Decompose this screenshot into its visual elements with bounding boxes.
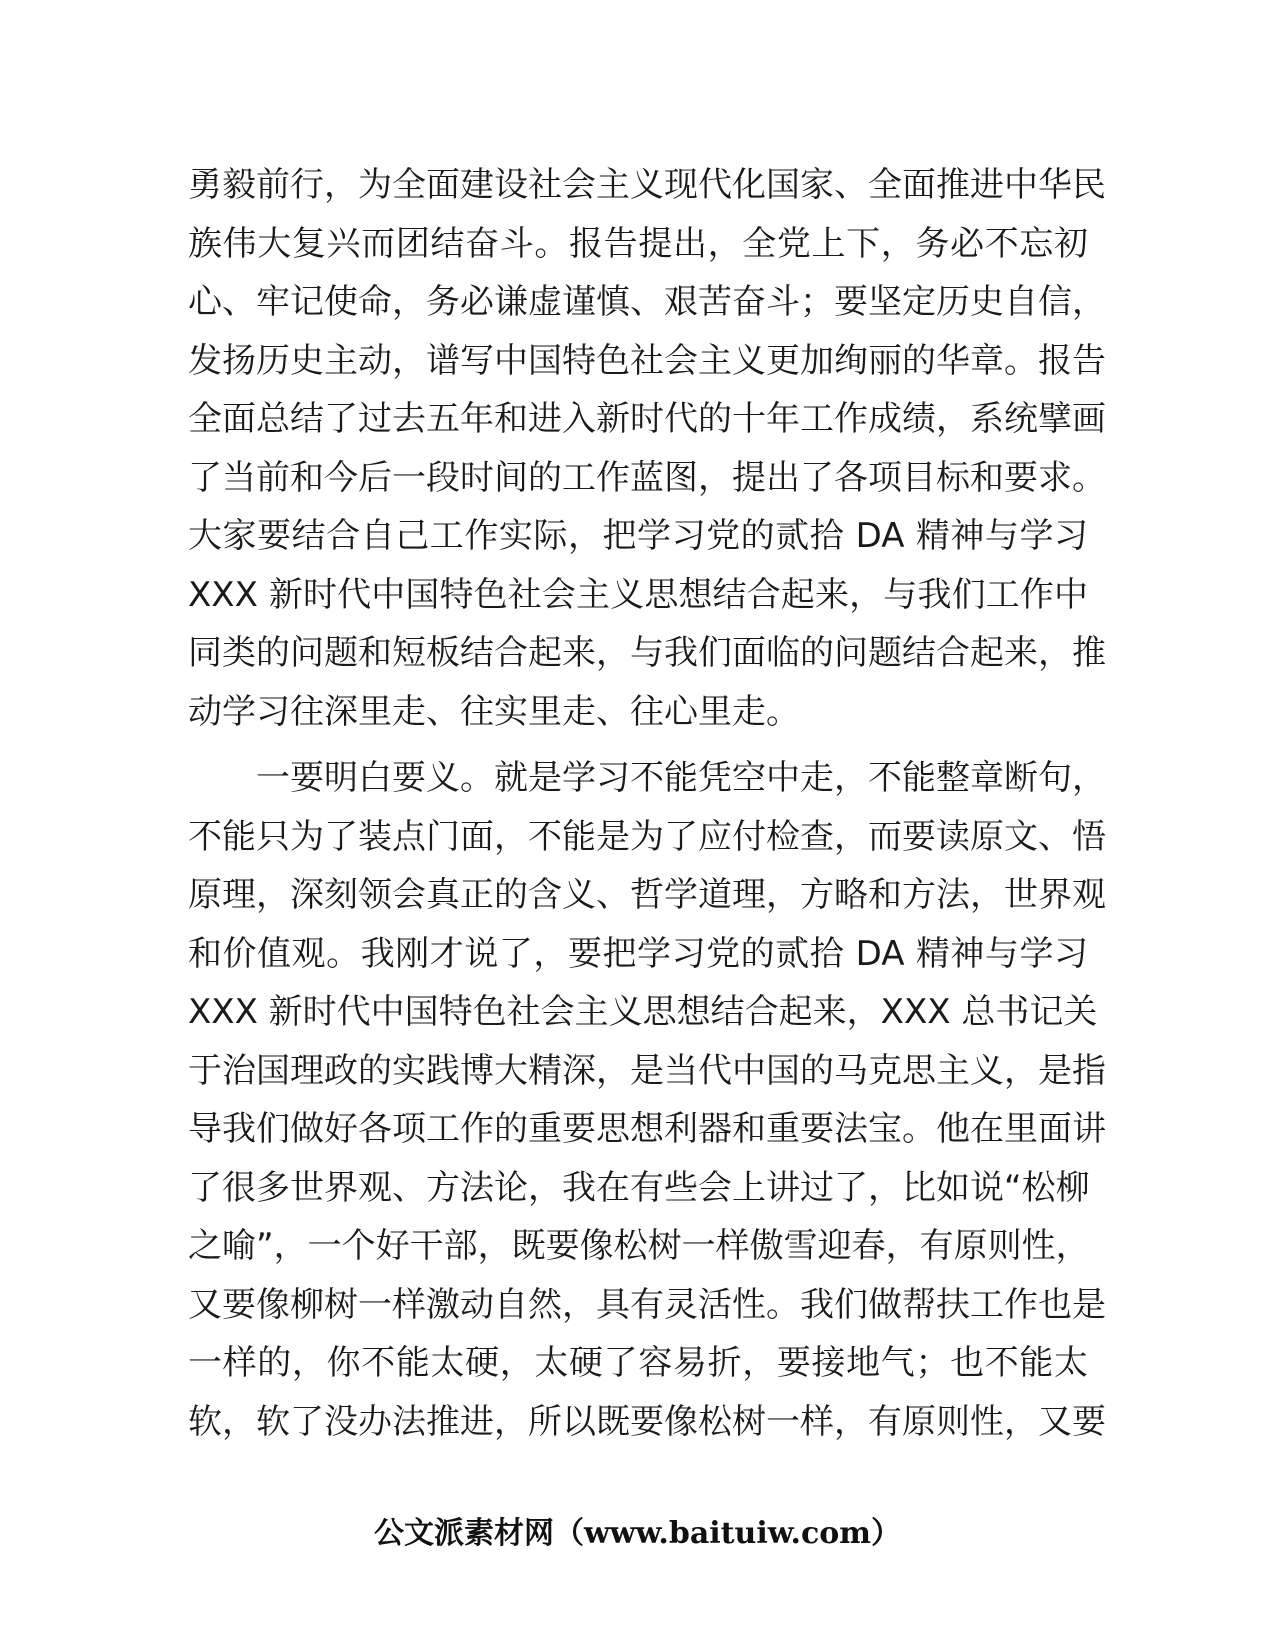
text-line: 全面总结了过去五年和进入新时代的十年工作成绩，系统擘画 [188,399,1106,439]
text-line: 和价值观。我刚才说了，要把学习党的贰拾 DA 精神与学习 [188,933,1088,974]
text-line: XXX 新时代中国特色社会主义思想结合起来，与我们工作中 [188,574,1088,615]
text-line: XXX 新时代中国特色社会主义思想结合起来，XXX 总书记关 [188,992,1098,1032]
text-line: 一要明白要义。就是学习不能凭空中走，不能整章断句， [256,758,1106,798]
text-line: 动学习往深里走、往实里走、往心里走。 [188,691,800,732]
text-line: 心、牢记使命，务必谦虚谨慎、艰苦奋斗；要坚定历史自信， [188,282,1106,322]
text-line: 于治国理政的实践博大精深，是当代中国的马克思主义，是指 [188,1050,1106,1091]
paragraph-2 [188,749,1106,1451]
text-line: 导我们做好各项工作的重要思想利器和重要法宝。他在里面讲 [188,1109,1106,1149]
text-line: 软，软了没办法推进，所以既要像松树一样，有原则性，又要 [188,1401,1106,1442]
text-line: 一样的，你不能太硬，太硬了容易折，要接地气；也不能太 [188,1343,1088,1383]
text-line: 原理，深刻领会真正的含义、哲学道理，方略和方法，世界观 [188,875,1106,915]
paragraph-gap [188,741,1088,749]
paragraph-1 [188,156,1106,741]
text-line: 族伟大复兴而团结奋斗。报告提出，全党上下，务必不忘初 [188,223,1088,264]
document-body [188,156,1106,1451]
text-line: 发扬历史主动，谱写中国特色社会主义更加绚丽的华章。报告 [188,340,1106,381]
text-line: 同类的问题和短板结合起来，与我们面临的问题结合起来，推 [188,633,1106,673]
text-line: 了很多世界观、方法论，我在有些会上讲过了，比如说“松柳 [188,1167,1090,1208]
text-line: 了当前和今后一段时间的工作蓝图，提出了各项目标和要求。 [188,457,1106,498]
text-line: 勇毅前行，为全面建设社会主义现代化国家、全面推进中华民 [188,165,1106,205]
footer-watermark: 公文派素材网（www.baituiw.com） [373,1516,902,1551]
text-line: 又要像柳树一样激动自然，具有灵活性。我们做帮扶工作也是 [188,1284,1106,1325]
text-line: 大家要结合自己工作实际，把学习党的贰拾 DA 精神与学习 [188,516,1088,556]
text-line: 不能只为了装点门面，不能是为了应付检查，而要读原文、悟 [188,816,1106,857]
text-line: 之喻”，一个好干部，既要像松树一样傲雪迎春，有原则性， [188,1226,1090,1266]
